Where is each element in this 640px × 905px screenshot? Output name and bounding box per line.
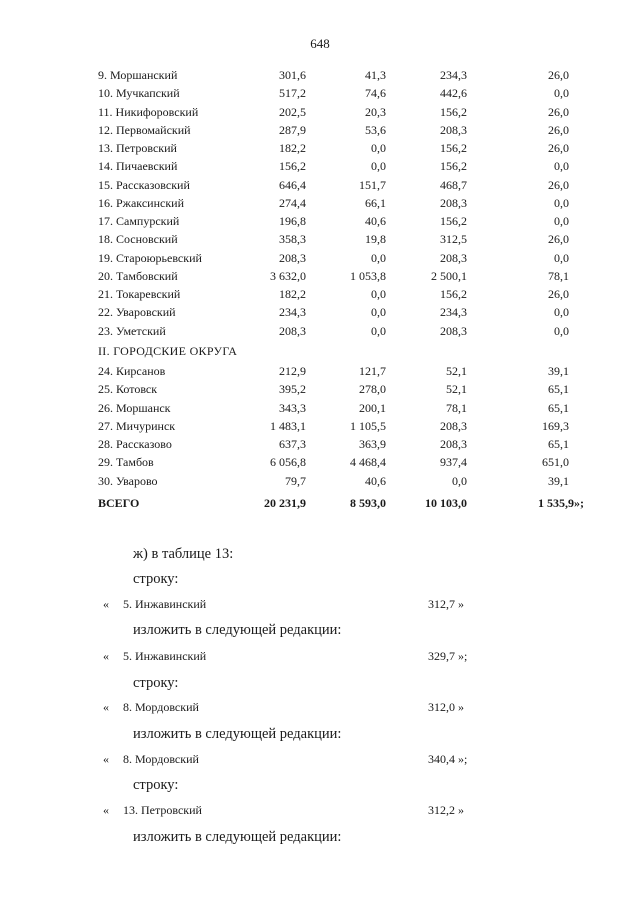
- row-name: 14. Пичаевский: [98, 159, 178, 174]
- row-name: 13. Петровский: [98, 141, 177, 155]
- total-label: ВСЕГО: [98, 496, 140, 510]
- row-col4: 65,1: [548, 437, 569, 451]
- quote-close: »: [458, 700, 464, 714]
- table-row: [0, 362, 640, 380]
- row-col3: 0,0: [452, 473, 467, 488]
- row-col3: 208,3: [440, 323, 467, 338]
- row-col4: 26,0: [548, 122, 569, 137]
- table-row: [0, 84, 640, 102]
- old-row-3: [0, 803, 640, 821]
- row-col3: 208,3: [440, 437, 467, 451]
- table-row: [0, 157, 640, 175]
- row-col2: 40,6: [365, 214, 386, 228]
- section-title: II. ГОРОДСКИЕ ОКРУГА: [98, 344, 238, 358]
- table-row: [0, 399, 640, 417]
- row-col2: 278,0: [359, 382, 386, 397]
- row-name: 27. Мичуринск: [98, 418, 176, 433]
- row-col1: 208,3: [279, 323, 306, 338]
- row-name: 20. Тамбовский: [98, 268, 178, 283]
- table-row: [0, 417, 640, 435]
- row-col4: 0,0: [554, 323, 569, 338]
- table-row: [0, 66, 640, 84]
- row-name: 17. Сампурский: [98, 214, 180, 228]
- row-name: 9. Моршанский: [98, 68, 178, 82]
- row-col2: 0,0: [371, 250, 386, 265]
- row-col1: 3 632,0: [270, 268, 306, 283]
- new-row-1: [0, 649, 640, 667]
- table-row: [0, 285, 640, 303]
- table-row: [0, 380, 640, 398]
- old-row-name: 13. Петровский: [123, 803, 202, 817]
- row-name: 25. Котовск: [98, 382, 158, 397]
- row-col3: 156,2: [440, 141, 467, 155]
- row-col2: 4 468,4: [350, 455, 386, 470]
- row-col2: 0,0: [371, 159, 386, 174]
- table-row: [0, 230, 640, 248]
- replace-instruction: изложить в следующей редакции:: [133, 829, 342, 845]
- row-col4: 26,0: [548, 232, 569, 247]
- table-row: [0, 472, 640, 490]
- table-row: [0, 453, 640, 471]
- table-row: [0, 322, 640, 340]
- row-col4: 0,0: [554, 305, 569, 320]
- row-name: 19. Староюрьевский: [98, 250, 202, 265]
- row-col3: 208,3: [440, 122, 467, 137]
- table-row: [0, 139, 640, 157]
- row-col4: 0,0: [554, 250, 569, 265]
- row-col3: 208,3: [440, 195, 467, 210]
- row-name: 22. Уваровский: [98, 305, 176, 320]
- new-row-name: 5. Инжавинский: [123, 649, 207, 663]
- table-row: [0, 121, 640, 139]
- row-col2: 1 053,8: [350, 268, 386, 283]
- row-col1: 156,2: [279, 159, 306, 174]
- row-col3: 468,7: [440, 177, 467, 192]
- replace-instruction: изложить в следующей редакции:: [133, 622, 342, 638]
- quote-open: «: [103, 752, 109, 766]
- row-col3: 78,1: [446, 400, 467, 415]
- row-col3: 234,3: [440, 68, 467, 82]
- row-col2: 20,3: [365, 104, 386, 119]
- row-col3: 208,3: [440, 418, 467, 433]
- row-col1: 182,2: [279, 287, 306, 301]
- row-col3: 442,6: [440, 86, 467, 101]
- row-col4: 26,0: [548, 287, 569, 301]
- row-col4: 26,0: [548, 177, 569, 192]
- row-col4: 0,0: [554, 86, 569, 101]
- row-col2: 0,0: [371, 141, 386, 155]
- row-name: 24. Кирсанов: [98, 364, 166, 378]
- row-col4: 26,0: [548, 141, 569, 155]
- row-col3: 2 500,1: [431, 268, 467, 283]
- total-col2: 8 593,0: [350, 496, 386, 510]
- row-col3: 156,2: [440, 214, 467, 228]
- old-row-value: 312,0: [428, 700, 455, 714]
- total-col4: 1 535,9»;: [538, 496, 584, 510]
- row-col3: 234,3: [440, 305, 467, 320]
- row-col2: 151,7: [359, 177, 386, 192]
- row-col1: 637,3: [279, 437, 306, 451]
- row-col2: 53,6: [365, 122, 386, 137]
- row-name: 15. Рассказовский: [98, 177, 190, 192]
- row-col2: 0,0: [371, 323, 386, 338]
- row-col1: 212,9: [279, 364, 306, 378]
- row-col2: 1 105,5: [350, 418, 386, 433]
- row-col3: 937,4: [440, 455, 467, 470]
- row-col2: 40,6: [365, 473, 386, 488]
- table-row: [0, 303, 640, 321]
- table-row: [0, 103, 640, 121]
- row-name: 10. Мучкапский: [98, 86, 180, 101]
- row-col1: 274,4: [279, 195, 306, 210]
- row-col1: 395,2: [279, 382, 306, 397]
- row-col4: 65,1: [548, 400, 569, 415]
- replace-instruction: изложить в следующей редакции:: [133, 726, 342, 742]
- total-row: [0, 494, 640, 512]
- row-col3: 156,2: [440, 287, 467, 301]
- row-col1: 301,6: [279, 68, 306, 82]
- row-col4: 26,0: [548, 68, 569, 82]
- row-col1: 343,3: [279, 400, 306, 415]
- new-row-value: 329,7: [428, 649, 455, 663]
- quote-open: «: [103, 597, 109, 611]
- old-row-name: 8. Мордовский: [123, 700, 199, 714]
- new-row-2: [0, 752, 640, 770]
- row-col2: 19,8: [365, 232, 386, 247]
- row-name: 18. Сосновский: [98, 232, 178, 247]
- quote-open: «: [103, 700, 109, 714]
- quote-close: »: [458, 597, 464, 611]
- row-col2: 74,6: [365, 86, 386, 101]
- row-col4: 0,0: [554, 195, 569, 210]
- row-col1: 517,2: [279, 86, 306, 101]
- row-name: 29. Тамбов: [98, 455, 154, 470]
- row-col3: 52,1: [446, 382, 467, 397]
- row-name: 23. Уметский: [98, 323, 166, 338]
- row-name: 26. Моршанск: [98, 400, 171, 415]
- old-row-1: [0, 597, 640, 615]
- row-label: строку:: [133, 571, 179, 587]
- row-name: 30. Уварово: [98, 473, 158, 488]
- row-col1: 287,9: [279, 122, 306, 137]
- old-row-2: [0, 700, 640, 718]
- row-col2: 363,9: [359, 437, 386, 451]
- row-col3: 156,2: [440, 104, 467, 119]
- quote-close: »: [458, 803, 464, 817]
- row-col2: 41,3: [365, 68, 386, 82]
- row-label: строку:: [133, 675, 179, 691]
- row-col4: 651,0: [542, 455, 569, 470]
- quote-open: «: [103, 803, 109, 817]
- row-col4: 0,0: [554, 159, 569, 174]
- row-col1: 1 483,1: [270, 418, 306, 433]
- table-row: [0, 267, 640, 285]
- row-col1: 202,5: [279, 104, 306, 119]
- row-col4: 169,3: [542, 418, 569, 433]
- quote-open: «: [103, 649, 109, 663]
- row-name: 28. Рассказово: [98, 437, 172, 451]
- old-row-value: 312,2: [428, 803, 455, 817]
- row-col1: 79,7: [285, 473, 306, 488]
- row-name: 11. Никифоровский: [98, 104, 199, 119]
- table-row: [0, 249, 640, 267]
- row-col1: 6 056,8: [270, 455, 306, 470]
- row-col3: 208,3: [440, 250, 467, 265]
- row-col2: 200,1: [359, 400, 386, 415]
- table-row: [0, 435, 640, 453]
- row-name: 16. Ржаксинский: [98, 195, 184, 210]
- page-number: 648: [310, 36, 330, 51]
- amendment-intro: ж) в таблице 13:: [133, 546, 234, 562]
- total-col3: 10 103,0: [425, 496, 467, 510]
- row-col1: 646,4: [279, 177, 306, 192]
- row-name: 12. Первомайский: [98, 122, 191, 137]
- row-col1: 182,2: [279, 141, 306, 155]
- row-col3: 312,5: [440, 232, 467, 247]
- row-col1: 234,3: [279, 305, 306, 320]
- row-col4: 26,0: [548, 104, 569, 119]
- row-col4: 78,1: [548, 268, 569, 283]
- row-col4: 65,1: [548, 382, 569, 397]
- row-col2: 0,0: [371, 305, 386, 320]
- row-col1: 358,3: [279, 232, 306, 247]
- total-col1: 20 231,9: [264, 496, 306, 510]
- row-col3: 156,2: [440, 159, 467, 174]
- table-row: [0, 212, 640, 230]
- old-row-value: 312,7: [428, 597, 455, 611]
- row-col4: 39,1: [548, 473, 569, 488]
- quote-close: »;: [458, 752, 468, 766]
- row-col2: 66,1: [365, 195, 386, 210]
- row-col4: 39,1: [548, 364, 569, 378]
- quote-close: »;: [458, 649, 468, 663]
- new-row-name: 8. Мордовский: [123, 752, 199, 766]
- row-col1: 196,8: [279, 214, 306, 228]
- old-row-name: 5. Инжавинский: [123, 597, 207, 611]
- row-name: 21. Токаревский: [98, 287, 181, 301]
- row-col1: 208,3: [279, 250, 306, 265]
- table-row: [0, 194, 640, 212]
- row-col4: 0,0: [554, 214, 569, 228]
- row-col3: 52,1: [446, 364, 467, 378]
- row-col2: 0,0: [371, 287, 386, 301]
- row-label: строку:: [133, 777, 179, 793]
- row-col2: 121,7: [359, 364, 386, 378]
- table-row: [0, 176, 640, 194]
- new-row-value: 340,4: [428, 752, 455, 766]
